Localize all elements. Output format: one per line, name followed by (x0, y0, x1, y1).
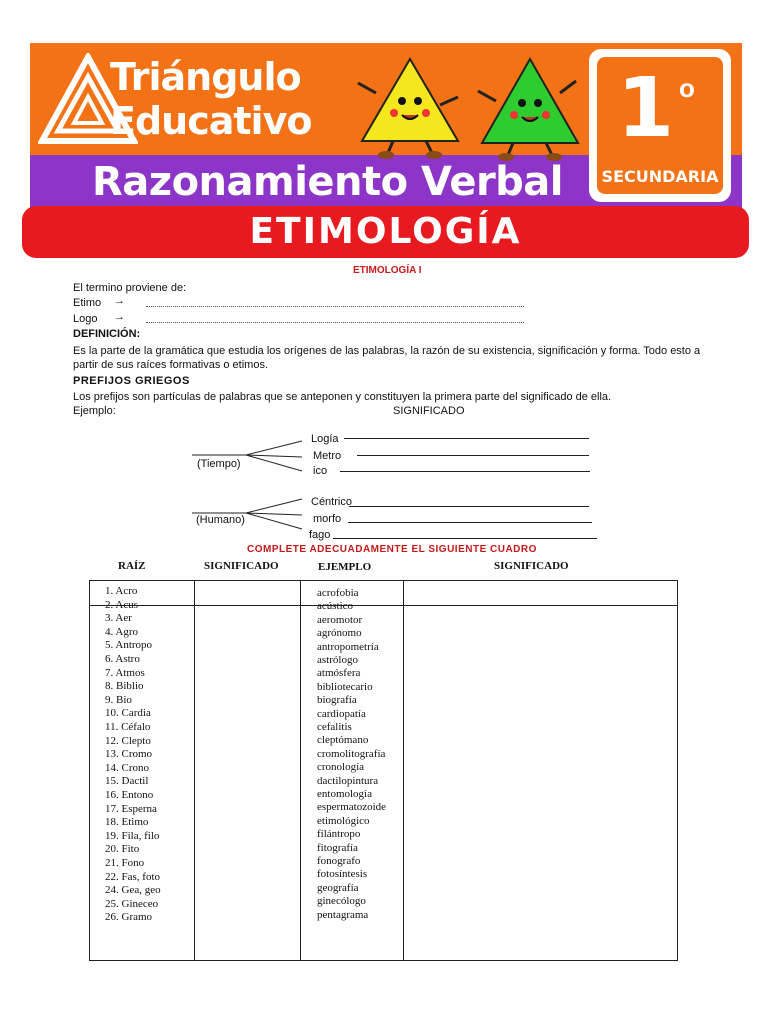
title-bar (22, 206, 749, 258)
example-item: biografía (317, 694, 357, 707)
mascot-triangles-icon (348, 53, 580, 163)
subject-title: Razonamiento Verbal (92, 159, 564, 205)
example-item: acrofobia (317, 587, 359, 599)
root-item: 3. Aer (105, 612, 132, 625)
significado-label: SIGNIFICADO (393, 405, 465, 417)
example-item: filántropo (317, 828, 361, 841)
logia-blank (344, 438, 589, 439)
root-item: 8. Biblio (105, 680, 144, 693)
table-divider (403, 581, 404, 960)
word-logia: Logía (311, 433, 339, 445)
humano-label: (Humano) (196, 514, 245, 526)
prefijos-heading: PREFIJOS GRIEGOS (73, 375, 190, 387)
ejemplo-label: Ejemplo: (73, 405, 116, 417)
root-item: 18. Etimo (105, 816, 149, 829)
table-header-ejemplo: EJEMPLO (318, 561, 372, 573)
arrow-icon: → (114, 295, 125, 307)
word-centrico: Céntrico (311, 496, 352, 508)
metro-blank (357, 455, 589, 456)
etymology-table (89, 580, 678, 961)
root-item: 6. Astro (105, 653, 140, 665)
table-header-significado-2: SIGNIFICADO (494, 560, 569, 572)
example-item: dactilopintura (317, 774, 379, 787)
etimo-label: Etimo (73, 297, 102, 309)
root-item: 22. Fas, foto (105, 870, 160, 883)
tiempo-label: (Tiempo) (197, 458, 241, 470)
root-item: 24. Gea, geo (105, 884, 161, 897)
logo-blank (146, 314, 524, 323)
intro-text: El termino proviene de: (73, 282, 187, 294)
table-header-raiz: RAÍZ (118, 560, 146, 572)
brand-line-2: Educativo (110, 99, 312, 143)
root-item: 13. Cromo (105, 748, 153, 761)
root-item: 10. Cardia (105, 707, 151, 720)
root-item: 12. Clepto (105, 734, 151, 747)
grade-superscript: o (679, 73, 695, 103)
example-item: cleptómano (317, 734, 369, 747)
root-item: 5. Antropo (105, 639, 153, 652)
root-item: 9. Bio (105, 693, 132, 706)
definition-text-1: Es la parte de la gramática que estudia los orígenes de las palabras, la razón de su existencia, significación y forma. Todo esto a (73, 345, 701, 357)
example-item: cefalitis (317, 721, 352, 733)
grade-badge (589, 49, 731, 202)
example-item: fotosíntesis (317, 868, 368, 881)
example-item: astrólogo (317, 654, 358, 666)
example-item: fitografía (317, 841, 358, 854)
root-item: 17. Esperna (105, 802, 157, 815)
definition-heading: DEFINICIÓN: (73, 328, 141, 340)
example-item: geografía (317, 881, 359, 894)
example-item: fonografo (317, 855, 361, 867)
root-item: 11. Céfalo (105, 721, 151, 733)
word-fago: fago (309, 529, 331, 541)
root-item: 26. Gramo (105, 911, 153, 924)
example-item: cardiopatía (317, 707, 366, 720)
word-metro: Metro (313, 450, 342, 462)
root-item: 19. Fila, filo (105, 829, 160, 842)
grade-number: 1 (617, 61, 675, 156)
example-item: bibliotecario (317, 680, 373, 693)
table-row-line (90, 605, 677, 606)
fago-blank (333, 538, 597, 539)
example-item: etimológico (317, 814, 370, 827)
example-item: ginecólogo (317, 895, 366, 908)
example-item: atmósfera (317, 667, 361, 680)
grade-label: SECUNDARIA (601, 167, 719, 186)
example-item: antropometría (317, 640, 379, 653)
ico-blank (340, 471, 590, 472)
example-item: agrónomo (317, 627, 362, 640)
root-item: 7. Atmos (105, 666, 145, 679)
etimo-blank (146, 298, 524, 307)
brand-line-1: Triángulo (110, 55, 301, 99)
complete-heading: COMPLETE ADECUADAMENTE EL SIGUIENTE CUADRO (247, 544, 537, 555)
table-divider (300, 581, 301, 960)
prefijos-text: Los prefijos son partículas de palabras que se anteponen y constituyen la primera parte del significado de ella. (73, 391, 612, 403)
root-item: 2. Acus (105, 598, 138, 611)
page-title: ETIMOLOGÍA (249, 211, 522, 252)
root-item: 15. Dactil (105, 775, 149, 788)
root-item: 14. Crono (105, 761, 149, 774)
example-item: cromolitografía (317, 747, 386, 760)
root-item: 20. Fito (105, 843, 140, 856)
root-item: 25. Gineceo (105, 897, 159, 910)
centrico-blank (349, 506, 589, 507)
table-header-significado-1: SIGNIFICADO (204, 560, 279, 572)
logo-label: Logo (73, 313, 98, 325)
definition-text-2: partir de sus raíces formativas o etimos. (73, 359, 269, 371)
example-item: acústico (317, 600, 354, 613)
word-ico: ico (313, 465, 328, 477)
header-banner (30, 43, 742, 213)
example-item: espermatozoide (317, 801, 387, 814)
root-item: 1. Acro (105, 585, 138, 597)
word-morfo: morfo (313, 513, 342, 525)
example-item: pentagrama (317, 908, 369, 921)
brand-logo (30, 43, 320, 155)
example-item: cronología (317, 761, 365, 774)
section-title: ETIMOLOGÍA I (353, 265, 422, 276)
example-item: aeromotor (317, 613, 363, 626)
root-item: 21. Fono (105, 857, 145, 869)
table-divider (194, 581, 195, 960)
example-item: entomología (317, 788, 372, 800)
root-item: 16. Entono (105, 789, 154, 801)
morfo-blank (348, 522, 592, 523)
root-item: 4. Agro (105, 625, 138, 638)
arrow-icon: → (114, 311, 125, 323)
